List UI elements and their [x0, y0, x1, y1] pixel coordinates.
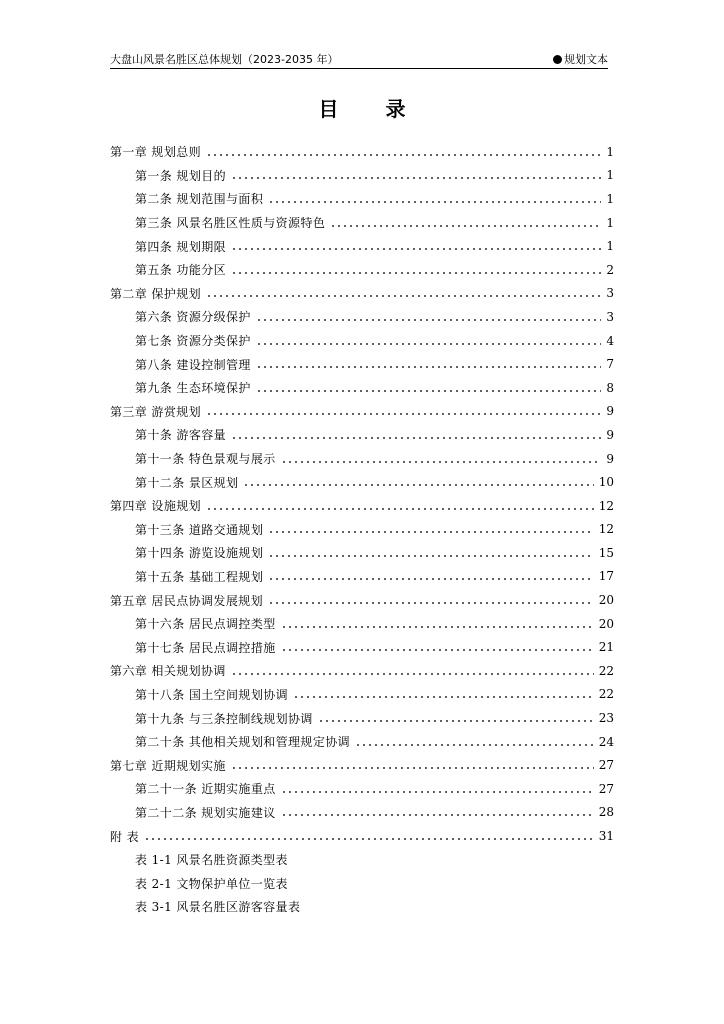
toc-page-number: 20 [598, 593, 614, 608]
dot-leader [144, 838, 594, 840]
toc-page-number: 1 [606, 168, 614, 183]
dot-leader [281, 791, 594, 793]
toc-entry-label: 第四章 设施规划 [110, 499, 202, 514]
toc-entry-label: 第二十二条 规划实施建议 [135, 805, 276, 820]
toc-section-entry[interactable] [110, 187, 614, 211]
toc-entry-label: 第二十条 其他相关规划和管理规定协调 [135, 735, 351, 750]
document-title: 大盘山风景名胜区总体规划（2023-2035 年） [110, 53, 339, 66]
dot-leader [231, 248, 601, 250]
toc-section-entry[interactable] [110, 211, 614, 235]
appendix-table-entry[interactable]: 表 2-1 文物保护单位一览表 [135, 876, 288, 891]
toc-chapter-entry[interactable] [110, 494, 614, 518]
toc-entry-label: 第四条 规划期限 [135, 239, 227, 254]
dot-leader [256, 366, 601, 368]
dot-leader [231, 177, 601, 179]
toc-chapter-entry[interactable] [110, 588, 614, 612]
toc-section-entry[interactable] [110, 635, 614, 659]
toc-page-number: 10 [598, 475, 614, 490]
toc-section-entry[interactable] [110, 352, 614, 376]
page-title: 目 录 [318, 97, 426, 121]
toc-entry-label: 第五章 居民点协调发展规划 [110, 593, 264, 608]
toc-entry-label: 第十四条 游览设施规划 [135, 546, 264, 561]
toc-section-entry[interactable] [110, 683, 614, 707]
toc-entry-label: 第二十一条 近期实施重点 [135, 782, 276, 797]
toc-page-number: 31 [598, 829, 614, 844]
toc-page-number: 20 [598, 616, 614, 631]
toc-page-number: 17 [598, 569, 614, 584]
toc-section-entry[interactable] [110, 730, 614, 754]
toc-page-number: 27 [598, 758, 614, 773]
dot-leader [256, 343, 601, 345]
toc-page-number: 1 [606, 239, 614, 254]
toc-entry-label: 第二条 规划范围与面积 [135, 192, 264, 207]
toc-entry-label: 第二章 保护规划 [110, 286, 202, 301]
dot-leader [256, 319, 601, 321]
toc-section-entry[interactable] [110, 470, 614, 494]
toc-page-number: 1 [606, 191, 614, 206]
dot-leader [268, 578, 594, 580]
toc-chapter-entry[interactable] [110, 659, 614, 683]
dot-leader [206, 295, 601, 297]
toc-entry-label: 第八条 建设控制管理 [135, 357, 251, 372]
toc-entry-label: 第一条 规划目的 [135, 168, 227, 183]
toc-section-entry[interactable] [110, 518, 614, 542]
toc-chapter-entry[interactable] [110, 282, 614, 306]
toc-chapter-entry[interactable] [110, 753, 614, 777]
toc-section-entry[interactable] [110, 376, 614, 400]
toc-page-number: 8 [606, 380, 614, 395]
dot-leader [231, 437, 601, 439]
toc-page-number: 12 [598, 522, 614, 537]
page-header [110, 52, 608, 69]
dot-leader [231, 272, 601, 274]
toc-page-number: 9 [606, 427, 614, 442]
toc-page-number: 22 [598, 663, 614, 678]
toc-entry-label: 第七章 近期规划实施 [110, 758, 226, 773]
toc-section-entry[interactable] [110, 234, 614, 258]
toc-entry-label: 第六章 相关规划协调 [110, 664, 226, 679]
toc-entry-label: 第五条 功能分区 [135, 263, 227, 278]
dot-leader [206, 413, 601, 415]
dot-leader [268, 602, 594, 604]
toc-page-number: 28 [598, 805, 614, 820]
toc-page-number: 22 [598, 687, 614, 702]
dot-leader [268, 555, 594, 557]
toc-page-number: 2 [606, 262, 614, 277]
toc-page-number: 15 [598, 545, 614, 560]
dot-leader [256, 390, 601, 392]
toc-page-number: 23 [598, 711, 614, 726]
toc-section-entry[interactable] [110, 801, 614, 825]
toc-page-number: 4 [606, 333, 614, 348]
dot-leader [281, 649, 594, 651]
toc-entry-label: 第三条 风景名胜区性质与资源特色 [135, 216, 326, 231]
dot-leader [293, 696, 594, 698]
toc-section-entry[interactable] [110, 706, 614, 730]
dot-leader [268, 531, 594, 533]
toc-entry-label: 第十六条 居民点调控类型 [135, 617, 276, 632]
toc-page-number: 3 [606, 286, 614, 301]
appendix-table-entry[interactable]: 表 3-1 风景名胜区游客容量表 [135, 900, 301, 915]
table-of-contents [110, 140, 614, 919]
toc-section-entry[interactable] [110, 777, 614, 801]
toc-page-number: 7 [606, 357, 614, 372]
toc-chapter-entry[interactable] [110, 824, 614, 848]
toc-page-number: 21 [598, 640, 614, 655]
dot-leader [243, 484, 593, 486]
toc-page-number: 24 [598, 734, 614, 749]
toc-entry-label: 第十五条 基础工程规划 [135, 569, 264, 584]
toc-entry-label: 第十三条 道路交通规划 [135, 522, 264, 537]
appendix-table-entry[interactable]: 表 1-1 风景名胜资源类型表 [135, 853, 288, 868]
bullet-dot-icon [553, 55, 562, 64]
toc-section-entry[interactable] [110, 447, 614, 471]
toc-entry-label: 第十八条 国土空间规划协调 [135, 687, 289, 702]
toc-section-entry[interactable] [110, 565, 614, 589]
dot-leader [355, 744, 594, 746]
document-type-label: 规划文本 [564, 53, 608, 66]
toc-entry-label: 第九条 生态环境保护 [135, 381, 251, 396]
toc-section-entry[interactable] [110, 541, 614, 565]
dot-leader [281, 814, 594, 816]
dot-leader [231, 673, 594, 675]
toc-page-number: 9 [606, 404, 614, 419]
toc-entry-label: 第七条 资源分类保护 [135, 334, 251, 349]
toc-entry-label: 第十九条 与三条控制线规划协调 [135, 711, 313, 726]
dot-leader [330, 225, 601, 227]
dot-leader [318, 720, 594, 722]
toc-entry-label: 第十七条 居民点调控措施 [135, 640, 276, 655]
toc-page-number: 9 [606, 451, 614, 466]
toc-chapter-entry[interactable] [110, 140, 614, 164]
dot-leader [206, 508, 594, 510]
toc-entry-label: 第一章 规划总则 [110, 145, 202, 160]
toc-chapter-entry[interactable] [110, 400, 614, 424]
toc-entry-label: 第六条 资源分级保护 [135, 310, 251, 325]
toc-entry-label: 第十二条 景区规划 [135, 475, 239, 490]
toc-section-entry[interactable] [110, 612, 614, 636]
toc-section-entry[interactable] [110, 329, 614, 353]
document-type [553, 52, 608, 67]
toc-entry-label: 第三章 游赏规划 [110, 404, 202, 419]
dot-leader [281, 626, 594, 628]
toc-page-number: 3 [606, 309, 614, 324]
dot-leader [206, 154, 601, 156]
dot-leader [268, 201, 601, 203]
toc-entry-label: 附 表 [110, 829, 140, 844]
toc-page-number: 1 [606, 215, 614, 230]
toc-section-entry[interactable] [110, 423, 614, 447]
dot-leader [281, 461, 601, 463]
toc-entry-label: 第十条 游客容量 [135, 428, 227, 443]
toc-section-entry[interactable] [110, 258, 614, 282]
toc-entry-label: 第十一条 特色景观与展示 [135, 452, 276, 467]
toc-section-entry[interactable] [110, 305, 614, 329]
toc-page-number: 12 [598, 498, 614, 513]
toc-page-number: 1 [606, 144, 614, 159]
toc-section-entry[interactable] [110, 164, 614, 188]
dot-leader [231, 767, 594, 769]
toc-page-number: 27 [598, 781, 614, 796]
